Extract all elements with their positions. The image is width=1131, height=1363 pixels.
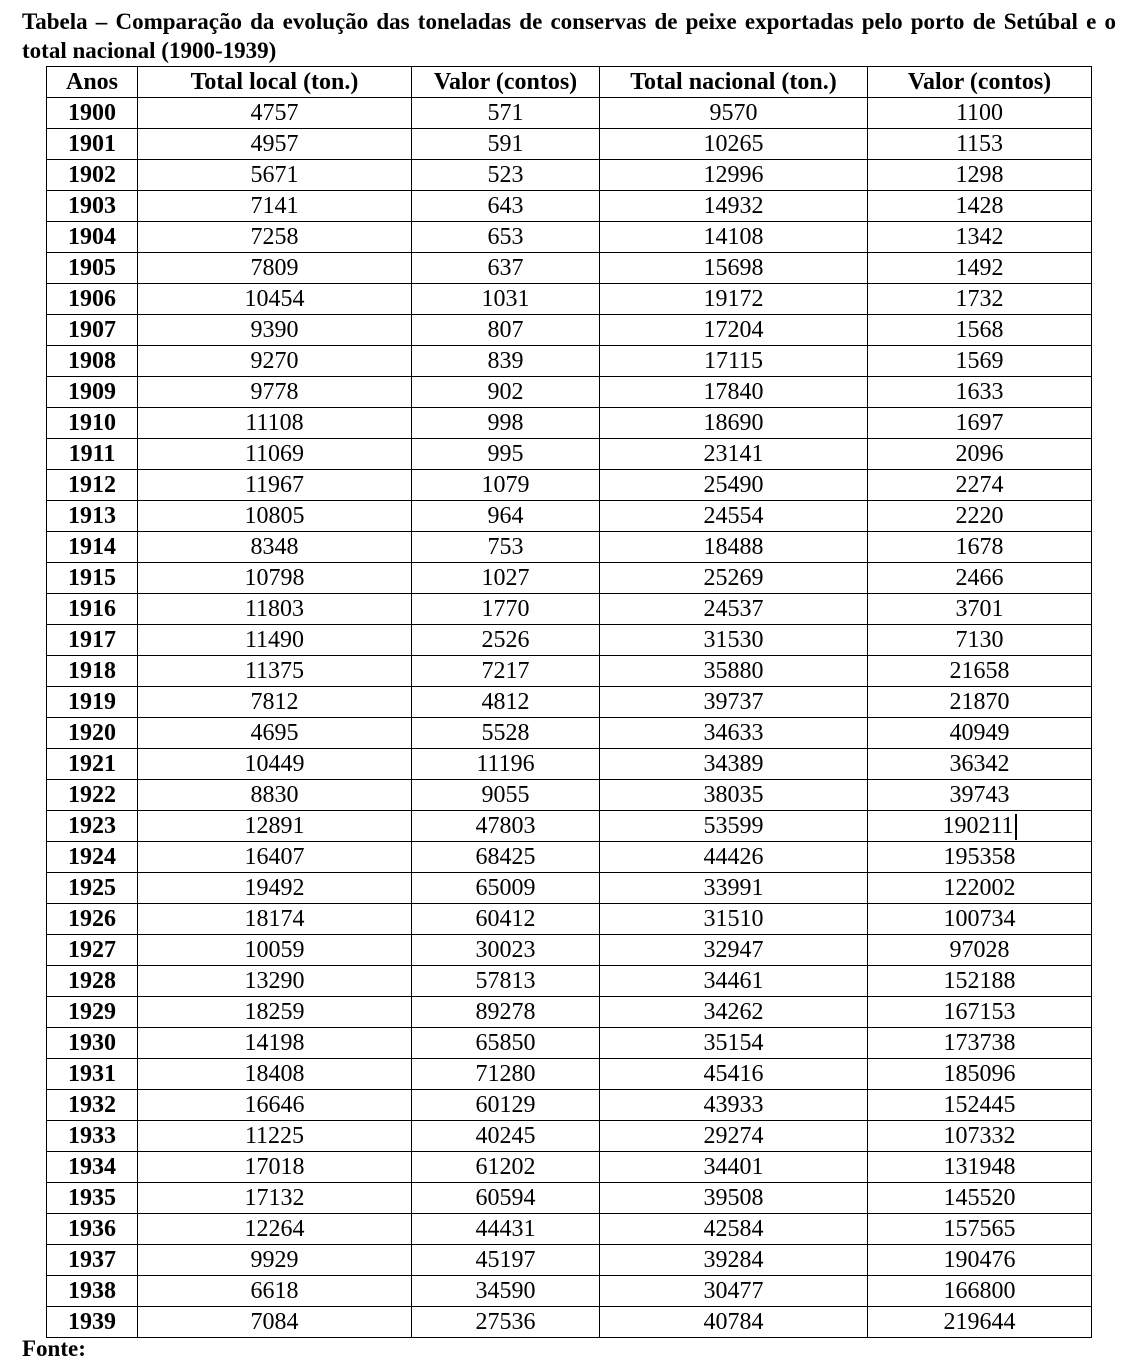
- cell-total-local: 10798: [138, 563, 412, 594]
- cell-year: 1931: [47, 1059, 138, 1090]
- cell-year: 1932: [47, 1090, 138, 1121]
- cell-total-local: 17018: [138, 1152, 412, 1183]
- cell-total-local: 7809: [138, 253, 412, 284]
- cell-total-local: 12891: [138, 811, 412, 842]
- cell-year: 1912: [47, 470, 138, 501]
- cell-valor-local: 11196: [412, 749, 600, 780]
- cell-year: 1905: [47, 253, 138, 284]
- cell-valor-local: 44431: [412, 1214, 600, 1245]
- cell-valor-nacional: 131948: [868, 1152, 1092, 1183]
- cell-total-local: 7258: [138, 222, 412, 253]
- cell-year: 1939: [47, 1307, 138, 1338]
- cell-valor-local: 34590: [412, 1276, 600, 1307]
- cell-total-nacional: 43933: [600, 1090, 868, 1121]
- cell-total-local: 11803: [138, 594, 412, 625]
- cell-year: 1917: [47, 625, 138, 656]
- table-row: [47, 377, 1092, 408]
- cell-valor-local: 61202: [412, 1152, 600, 1183]
- cell-total-nacional: 17115: [600, 346, 868, 377]
- cell-total-local: 18408: [138, 1059, 412, 1090]
- table-row: [47, 501, 1092, 532]
- header-total-local: Total local (ton.): [138, 67, 412, 98]
- table-row: [47, 656, 1092, 687]
- cell-year: 1914: [47, 532, 138, 563]
- cell-total-nacional: 33991: [600, 873, 868, 904]
- cell-valor-local: 60594: [412, 1183, 600, 1214]
- cell-total-local: 11069: [138, 439, 412, 470]
- cell-valor-nacional: 107332: [868, 1121, 1092, 1152]
- cell-valor-nacional: 166800: [868, 1276, 1092, 1307]
- table-body: [47, 98, 1092, 1338]
- cell-total-nacional: 34461: [600, 966, 868, 997]
- cell-total-local: 8348: [138, 532, 412, 563]
- cell-total-nacional: 17840: [600, 377, 868, 408]
- cell-year: 1911: [47, 439, 138, 470]
- cell-total-nacional: 29274: [600, 1121, 868, 1152]
- cell-valor-nacional: 1298: [868, 160, 1092, 191]
- cell-year: 1913: [47, 501, 138, 532]
- cell-total-nacional: 34389: [600, 749, 868, 780]
- cell-year: 1921: [47, 749, 138, 780]
- table-row: [47, 222, 1092, 253]
- cell-total-nacional: 39284: [600, 1245, 868, 1276]
- cell-total-nacional: 19172: [600, 284, 868, 315]
- cell-total-nacional: 25269: [600, 563, 868, 594]
- cell-year: 1901: [47, 129, 138, 160]
- table-row: [47, 594, 1092, 625]
- cell-valor-nacional: 3701: [868, 594, 1092, 625]
- cell-total-nacional: 39508: [600, 1183, 868, 1214]
- table-row: [47, 1245, 1092, 1276]
- table-row: [47, 98, 1092, 129]
- cell-year: 1920: [47, 718, 138, 749]
- cell-total-nacional: 24554: [600, 501, 868, 532]
- table-row: [47, 284, 1092, 315]
- cell-valor-local: 68425: [412, 842, 600, 873]
- cell-total-nacional: 39737: [600, 687, 868, 718]
- cell-total-nacional: 35880: [600, 656, 868, 687]
- cell-total-nacional: 10265: [600, 129, 868, 160]
- cell-total-local: 10454: [138, 284, 412, 315]
- cell-total-nacional: 14932: [600, 191, 868, 222]
- cell-valor-local: 523: [412, 160, 600, 191]
- cell-total-nacional: 31530: [600, 625, 868, 656]
- cell-total-nacional: 9570: [600, 98, 868, 129]
- table-row: [47, 1276, 1092, 1307]
- cell-valor-nacional: 2274: [868, 470, 1092, 501]
- cell-year: 1904: [47, 222, 138, 253]
- cell-valor-local: 71280: [412, 1059, 600, 1090]
- cell-valor-nacional: 152445: [868, 1090, 1092, 1121]
- cell-total-nacional: 15698: [600, 253, 868, 284]
- table-row: [47, 904, 1092, 935]
- cell-valor-local: 807: [412, 315, 600, 346]
- table-row: [47, 718, 1092, 749]
- table-row: [47, 563, 1092, 594]
- table-row: [47, 1059, 1092, 1090]
- cell-total-nacional: 23141: [600, 439, 868, 470]
- cell-year: 1925: [47, 873, 138, 904]
- cell-year: 1907: [47, 315, 138, 346]
- table-row: [47, 532, 1092, 563]
- cell-valor-nacional: 1633: [868, 377, 1092, 408]
- cell-valor-nacional: 190211: [868, 811, 1092, 842]
- cell-valor-nacional: 190476: [868, 1245, 1092, 1276]
- cell-total-local: 11490: [138, 625, 412, 656]
- cell-total-nacional: 18488: [600, 532, 868, 563]
- table-row: [47, 315, 1092, 346]
- cell-valor-local: 9055: [412, 780, 600, 811]
- cell-year: 1936: [47, 1214, 138, 1245]
- cell-valor-local: 89278: [412, 997, 600, 1028]
- cell-total-local: 16646: [138, 1090, 412, 1121]
- cell-total-nacional: 32947: [600, 935, 868, 966]
- cell-valor-nacional: 145520: [868, 1183, 1092, 1214]
- cell-total-local: 11967: [138, 470, 412, 501]
- cell-year: 1908: [47, 346, 138, 377]
- cell-valor-nacional: 152188: [868, 966, 1092, 997]
- table-row: [47, 687, 1092, 718]
- cell-total-nacional: 40784: [600, 1307, 868, 1338]
- cell-total-nacional: 53599: [600, 811, 868, 842]
- source-label: Fonte:: [22, 1336, 86, 1361]
- table-row: [47, 780, 1092, 811]
- cell-valor-nacional: 2220: [868, 501, 1092, 532]
- cell-total-local: 4695: [138, 718, 412, 749]
- cell-valor-local: 839: [412, 346, 600, 377]
- table-row: [47, 873, 1092, 904]
- cell-total-nacional: 12996: [600, 160, 868, 191]
- cell-total-local: 12264: [138, 1214, 412, 1245]
- cell-year: 1922: [47, 780, 138, 811]
- cell-year: 1902: [47, 160, 138, 191]
- text-cursor: [1015, 814, 1017, 840]
- cell-total-local: 18259: [138, 997, 412, 1028]
- cell-total-local: 9270: [138, 346, 412, 377]
- table-row: [47, 997, 1092, 1028]
- cell-total-local: 8830: [138, 780, 412, 811]
- cell-valor-local: 60129: [412, 1090, 600, 1121]
- table-row: [47, 1307, 1092, 1338]
- table-row: [47, 811, 1092, 842]
- cell-total-nacional: 24537: [600, 594, 868, 625]
- cell-valor-nacional: 97028: [868, 935, 1092, 966]
- cell-total-local: 19492: [138, 873, 412, 904]
- table-row: [47, 253, 1092, 284]
- table-row: [47, 1121, 1092, 1152]
- table-row: [47, 470, 1092, 501]
- table-row: [47, 160, 1092, 191]
- cell-valor-nacional: 100734: [868, 904, 1092, 935]
- cell-total-local: 7084: [138, 1307, 412, 1338]
- cell-year: 1915: [47, 563, 138, 594]
- cell-valor-local: 40245: [412, 1121, 600, 1152]
- cell-year: 1933: [47, 1121, 138, 1152]
- cell-valor-nacional: 40949: [868, 718, 1092, 749]
- cell-total-nacional: 45416: [600, 1059, 868, 1090]
- cell-valor-local: 27536: [412, 1307, 600, 1338]
- cell-valor-nacional: 157565: [868, 1214, 1092, 1245]
- cell-total-local: 7812: [138, 687, 412, 718]
- cell-total-local: 10449: [138, 749, 412, 780]
- cell-year: 1923: [47, 811, 138, 842]
- cell-total-nacional: 34262: [600, 997, 868, 1028]
- cell-valor-nacional: 21870: [868, 687, 1092, 718]
- cell-valor-nacional: 1100: [868, 98, 1092, 129]
- cell-year: 1910: [47, 408, 138, 439]
- table-row: [47, 1183, 1092, 1214]
- table-row: [47, 1028, 1092, 1059]
- table-row: [47, 191, 1092, 222]
- cell-valor-local: 2526: [412, 625, 600, 656]
- cell-valor-nacional: 185096: [868, 1059, 1092, 1090]
- table-row: [47, 346, 1092, 377]
- cell-total-nacional: 35154: [600, 1028, 868, 1059]
- table-caption: Tabela – Comparação da evolução das toneladas de conservas de peixe exportadas pelo porto de Setúbal e o total nacional (1900-1939): [22, 9, 1116, 63]
- cell-valor-nacional: 167153: [868, 997, 1092, 1028]
- cell-total-local: 11225: [138, 1121, 412, 1152]
- cell-valor-nacional: 1732: [868, 284, 1092, 315]
- cell-valor-local: 1031: [412, 284, 600, 315]
- table-row: [47, 966, 1092, 997]
- cell-valor-nacional: 1568: [868, 315, 1092, 346]
- cell-valor-local: 45197: [412, 1245, 600, 1276]
- table-row: [47, 625, 1092, 656]
- cell-total-local: 6618: [138, 1276, 412, 1307]
- cell-total-local: 14198: [138, 1028, 412, 1059]
- cell-year: 1906: [47, 284, 138, 315]
- cell-valor-local: 653: [412, 222, 600, 253]
- table-row: [47, 749, 1092, 780]
- cell-total-local: 11108: [138, 408, 412, 439]
- cell-valor-nacional: 21658: [868, 656, 1092, 687]
- table-header-row: [47, 67, 1092, 98]
- cell-year: 1903: [47, 191, 138, 222]
- cell-year: 1928: [47, 966, 138, 997]
- cell-year: 1927: [47, 935, 138, 966]
- cell-total-nacional: 34633: [600, 718, 868, 749]
- cell-total-local: 5671: [138, 160, 412, 191]
- cell-total-local: 13290: [138, 966, 412, 997]
- cell-valor-local: 47803: [412, 811, 600, 842]
- cell-valor-local: 591: [412, 129, 600, 160]
- cell-valor-nacional: 1342: [868, 222, 1092, 253]
- cell-year: 1929: [47, 997, 138, 1028]
- cell-valor-local: 571: [412, 98, 600, 129]
- cell-valor-local: 30023: [412, 935, 600, 966]
- cell-total-local: 9929: [138, 1245, 412, 1276]
- header-valor-local: Valor (contos): [412, 67, 600, 98]
- cell-total-local: 11375: [138, 656, 412, 687]
- cell-valor-nacional: 1697: [868, 408, 1092, 439]
- cell-valor-local: 643: [412, 191, 600, 222]
- table-row: [47, 935, 1092, 966]
- cell-valor-local: 637: [412, 253, 600, 284]
- table-row: [47, 1152, 1092, 1183]
- cell-valor-local: 1027: [412, 563, 600, 594]
- cell-valor-local: 4812: [412, 687, 600, 718]
- cell-total-nacional: 42584: [600, 1214, 868, 1245]
- cell-total-nacional: 17204: [600, 315, 868, 346]
- cell-total-nacional: 34401: [600, 1152, 868, 1183]
- cell-valor-nacional: 1492: [868, 253, 1092, 284]
- cell-valor-nacional: 1428: [868, 191, 1092, 222]
- cell-valor-nacional: 7130: [868, 625, 1092, 656]
- cell-year: 1916: [47, 594, 138, 625]
- cell-total-nacional: 31510: [600, 904, 868, 935]
- cell-valor-local: 1079: [412, 470, 600, 501]
- cell-valor-nacional: 195358: [868, 842, 1092, 873]
- table-row: [47, 408, 1092, 439]
- cell-year: 1909: [47, 377, 138, 408]
- cell-total-nacional: 25490: [600, 470, 868, 501]
- cell-year: 1934: [47, 1152, 138, 1183]
- table-row: [47, 842, 1092, 873]
- cell-valor-nacional: 1678: [868, 532, 1092, 563]
- cell-total-nacional: 14108: [600, 222, 868, 253]
- cell-year: 1919: [47, 687, 138, 718]
- cell-valor-local: 57813: [412, 966, 600, 997]
- table-row: [47, 1090, 1092, 1121]
- cell-valor-local: 60412: [412, 904, 600, 935]
- cell-year: 1938: [47, 1276, 138, 1307]
- cell-total-local: 17132: [138, 1183, 412, 1214]
- cell-total-nacional: 38035: [600, 780, 868, 811]
- cell-valor-local: 995: [412, 439, 600, 470]
- cell-total-nacional: 30477: [600, 1276, 868, 1307]
- cell-valor-local: 7217: [412, 656, 600, 687]
- cell-total-local: 9778: [138, 377, 412, 408]
- cell-valor-nacional: 219644: [868, 1307, 1092, 1338]
- cell-year: 1935: [47, 1183, 138, 1214]
- exports-table: [46, 66, 1092, 1338]
- table-row: [47, 129, 1092, 160]
- cell-valor-nacional: 2096: [868, 439, 1092, 470]
- cell-year: 1930: [47, 1028, 138, 1059]
- cell-total-nacional: 18690: [600, 408, 868, 439]
- cell-total-local: 18174: [138, 904, 412, 935]
- cell-valor-local: 5528: [412, 718, 600, 749]
- cell-year: 1926: [47, 904, 138, 935]
- cell-valor-nacional: 122002: [868, 873, 1092, 904]
- header-anos: Anos: [47, 67, 138, 98]
- cell-total-local: 7141: [138, 191, 412, 222]
- cell-valor-nacional: 39743: [868, 780, 1092, 811]
- cell-valor-local: 998: [412, 408, 600, 439]
- cell-total-local: 9390: [138, 315, 412, 346]
- cell-year: 1918: [47, 656, 138, 687]
- cell-valor-nacional: 1569: [868, 346, 1092, 377]
- cell-valor-nacional: 173738: [868, 1028, 1092, 1059]
- cell-valor-local: 964: [412, 501, 600, 532]
- cell-valor-nacional: 1153: [868, 129, 1092, 160]
- cell-valor-nacional: 2466: [868, 563, 1092, 594]
- cell-total-local: 16407: [138, 842, 412, 873]
- cell-year: 1937: [47, 1245, 138, 1276]
- cell-total-local: 4957: [138, 129, 412, 160]
- cell-total-local: 10805: [138, 501, 412, 532]
- cell-year: 1924: [47, 842, 138, 873]
- cell-total-local: 4757: [138, 98, 412, 129]
- cell-valor-local: 1770: [412, 594, 600, 625]
- table-row: [47, 1214, 1092, 1245]
- cell-total-local: 10059: [138, 935, 412, 966]
- header-valor-nacional: Valor (contos): [868, 67, 1092, 98]
- header-total-nacional: Total nacional (ton.): [600, 67, 868, 98]
- cell-valor-local: 65850: [412, 1028, 600, 1059]
- cell-valor-nacional: 36342: [868, 749, 1092, 780]
- cell-valor-local: 753: [412, 532, 600, 563]
- table-row: [47, 439, 1092, 470]
- cell-total-nacional: 44426: [600, 842, 868, 873]
- cell-valor-local: 65009: [412, 873, 600, 904]
- cell-valor-local: 902: [412, 377, 600, 408]
- cell-year: 1900: [47, 98, 138, 129]
